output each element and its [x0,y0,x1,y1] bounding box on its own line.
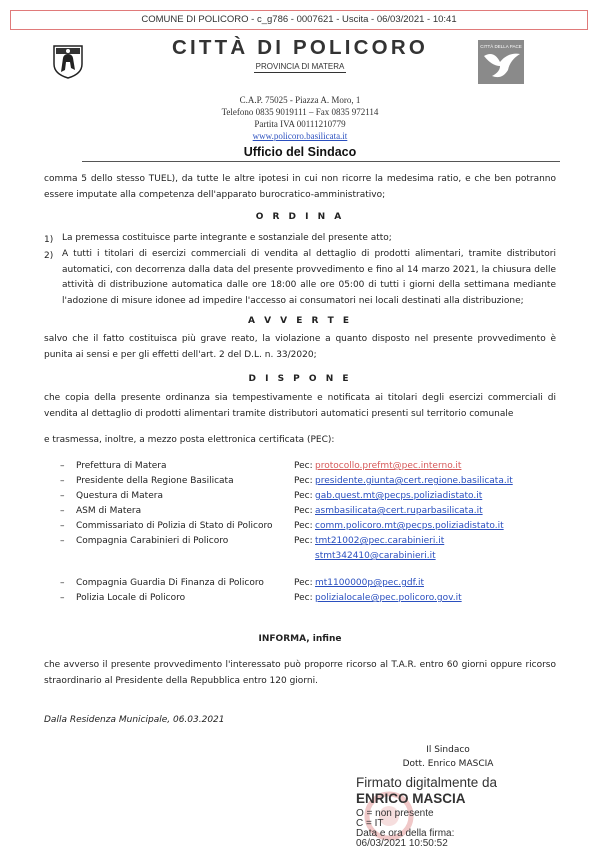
phone-line: Telefono 0835 9019111 – Fax 0835 972114 [221,107,379,117]
recipient-name: Polizia Locale di Policoro [76,593,186,603]
recipient-name: ASM di Matera [76,506,142,516]
informa-paragraph: che avverso il presente provvedimento l'interessato può proporre ricorso al T.A.R. entro 60 giorni oppure ricorso straordinario al Presidente della Repubblica entro 120 giorni. [44,660,556,686]
logo-caption: CITTÀ DELLA PACE [480,44,522,49]
ordina-item-number: 2) [44,251,54,261]
digital-signature-name: ENRICO MASCIA [356,791,466,806]
pec-link[interactable]: presidente.giunta@cert.regione.basilicata.it [315,476,513,486]
website-link[interactable]: www.policoro.basilicata.it [252,131,348,141]
header-divider [82,161,560,162]
digital-signature-org: O = non presente [356,808,434,819]
recipient-name: Compagnia Guardia Di Finanza di Policoro [76,578,264,588]
pec-label: Pec: [294,491,313,501]
avverte-paragraph: salvo che il fatto costituisca più grave reato, la violazione a quanto disposto nel presente provvedimento è punita ai sensi e per gli effetti dell'art. 2 del D.L. n. 33/2020; [44,334,556,360]
ordina-heading: O R D I N A [255,212,345,222]
city-title: CITTÀ DI POLICORO [172,36,428,59]
ordina-item-text: La premessa costituisce parte integrante e sostanziale del presente atto; [62,233,392,243]
pec-link[interactable]: comm.policoro.mt@pecps.poliziadistato.it [315,521,504,531]
pec-label: Pec: [294,578,313,588]
list-dash: – [60,491,65,501]
pec-intro: e trasmessa, inoltre, a mezzo posta elettronica certificata (PEC): [44,435,335,445]
mayor-title: Il Sindaco [426,745,470,755]
list-dash: – [60,593,65,603]
ordina-item-text: A tutti i titolari di esercizi commerciali di vendita al dettaglio di prodotti alimentari, tramite distributori automatici, con decorrenza dalla data del presente provvedimento e fino al 14 marzo 2021, la chiusura delle attività di distribuzione automatica dalle ore 18:00 alle ore 05:00 di tutti i giorni della settimana mediante l'adozione di misure idonee ad impedire l'accesso ai consumatori nei locali destinati alla distribuzione; [62,249,556,306]
list-dash: – [60,476,65,486]
digital-signature-country: C = IT [356,818,384,829]
recipient-name: Prefettura di Matera [76,461,167,471]
pec-link[interactable]: tmt21002@pec.carabinieri.it [315,536,445,546]
pec-link[interactable]: gab.quest.mt@pecps.poliziadistato.it [315,491,483,501]
pec-link[interactable]: stmt342410@carabinieri.it [315,551,436,561]
recipient-name: Presidente della Regione Basilicata [76,476,234,486]
digital-signature-caption: Firmato digitalmente da [356,775,498,790]
pec-label: Pec: [294,593,313,603]
mayor-name: Dott. Enrico MASCIA [402,759,494,769]
city-of-peace-logo [478,40,524,84]
vat-line: Partita IVA 00111210779 [254,119,346,129]
informa-heading: INFORMA, infine [258,634,342,644]
province-subtitle: PROVINCIA DI MATERA [255,62,345,71]
place-date: Dalla Residenza Municipale, 06.03.2021 [44,715,225,725]
pec-label: Pec: [294,506,313,516]
digital-signature-timestamp: 06/03/2021 10:50:52 [356,838,448,849]
pec-link[interactable]: protocollo.prefmt@pec.interno.it [315,461,462,471]
pec-label: Pec: [294,476,313,486]
recipient-name: Commissariato di Polizia di Stato di Policoro [76,521,273,531]
ordina-item-number: 1) [44,235,54,245]
address-line: C.A.P. 75025 - Piazza A. Moro, 1 [239,95,361,105]
pec-link[interactable]: mt1100000p@pec.gdf.it [315,578,424,588]
list-dash: – [60,521,65,531]
pec-link[interactable]: asmbasilicata@cert.ruparbasilicata.it [315,506,483,516]
dispone-heading: D I S P O N E [248,374,352,384]
digital-signature-date-label: Data e ora della firma: [356,828,455,839]
list-dash: – [60,506,65,516]
pec-label: Pec: [294,461,313,471]
office-title: Ufficio del Sindaco [243,145,357,159]
pec-label: Pec: [294,536,313,546]
dispone-paragraph: che copia della presente ordinanza sia tempestivamente e notificata ai titolari degli esercizi commerciali di vendita al dettaglio di prodotti alimentari tramite distributori automatici presenti sul territorio comunale [44,393,556,419]
recipient-name: Compagnia Carabinieri di Policoro [76,536,229,546]
list-dash: – [60,536,65,546]
pec-link[interactable]: polizialocale@pec.policoro.gov.it [315,593,462,603]
recipient-name: Questura di Matera [76,491,163,501]
pec-label: Pec: [294,521,313,531]
avverte-heading: A V V E R T E [247,316,353,326]
list-dash: – [60,461,65,471]
protocol-stamp: COMUNE DI POLICORO - c_g786 - 0007621 - Uscita - 06/03/2021 - 10:41 [10,10,588,30]
intro-paragraph: comma 5 dello stesso TUEL), da tutte le altre ipotesi in cui non ricorre la medesima ratio, e che ben potranno essere imputate alla competenza dell'apparato burocratico-amministrativo; [44,174,556,200]
list-dash: – [60,578,65,588]
